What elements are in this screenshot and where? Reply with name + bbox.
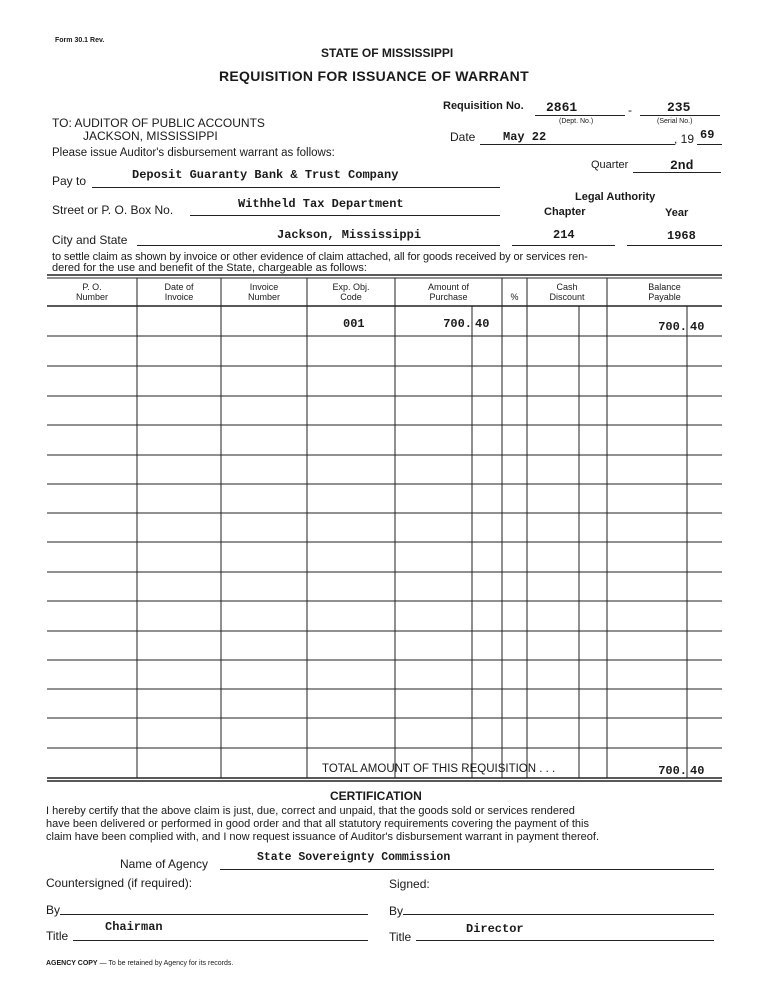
serial-number: 235 [667,100,691,115]
header-po-number: P. O. Number [75,282,108,302]
signed-by-label: By [389,904,404,918]
footer-note: AGENCY COPY — To be retained by Agency for its records. [46,960,234,967]
agency-label: Name of Agency [120,857,209,871]
legal-authority-label: Legal Authority [575,191,656,203]
date-value: May 22 [503,130,547,144]
header-date-invoice: Date of Invoice [164,282,194,302]
date-year-suffix: 69 [700,128,715,142]
signed-title-label: Title [389,930,412,944]
dept-caption: (Dept. No.) [559,118,594,125]
certification-line1: I hereby certify that the above claim is just, due, correct and unpaid, that the goods sold or services rendered [46,805,575,817]
requisition-label: Requisition No. [443,100,524,112]
pay-to-value: Deposit Guaranty Bank & Trust Company [132,168,399,182]
total-label: TOTAL AMOUNT OF THIS REQUISITION . . . [322,763,556,775]
street-label: Street or P. O. Box No. [52,203,174,217]
city-label: City and State [52,233,128,247]
serial-caption: (Serial No.) [657,118,693,125]
agency-value: State Sovereignty Commission [257,851,451,864]
form-number: Form 30.1 Rev. [55,37,105,44]
street-value: Withheld Tax Department [238,197,404,211]
requisition-dash: - [628,103,632,117]
countersign-title-value: Chairman [105,920,163,934]
countersign-title-label: Title [46,929,69,943]
year-label: Year [665,207,689,219]
chapter-label: Chapter [544,206,586,218]
countersigned-label: Countersigned (if required): [46,876,193,890]
dept-number: 2861 [546,100,578,115]
header-invoice-number: Invoice Number [247,282,280,302]
header-percent: % [510,292,519,302]
page-title: REQUISITION FOR ISSUANCE OF WARRANT [219,68,529,84]
row1-amount-whole: 700. [443,317,472,331]
city-value: Jackson, Mississippi [277,228,422,242]
state-heading: STATE OF MISSISSIPPI [321,46,454,60]
date-year-prefix: , 19 [674,132,695,146]
certification-line2: have been delivered or performed in good order and that all statutory requirements covering the payment of this [46,818,589,830]
certification-line3: claim have been complied with, and I now request issuance of Auditor's disbursement warrant in payment thereof. [46,831,600,843]
quarter-label: Quarter [591,159,629,171]
row1-amount-cents: 40 [475,317,490,331]
header-cash-discount: Cash Discount [549,282,585,302]
to-line1: TO: AUDITOR OF PUBLIC ACCOUNTS [52,116,265,130]
signed-label: Signed: [389,877,430,891]
header-amount-purchase: Amount of Purchase [427,282,470,302]
pay-to-label: Pay to [52,174,87,188]
certification-heading: CERTIFICATION [330,789,422,803]
to-line2: JACKSON, MISSISSIPPI [83,129,218,143]
row1-balance-cents: 40 [690,320,705,334]
settle-text-1: to settle claim as shown by invoice or other evidence of claim attached, all for goods received by or services ren- [52,251,588,263]
countersign-by-label: By [46,903,61,917]
header-balance-payable: Balance Payable [648,282,681,302]
row1-exp-code: 001 [343,317,365,331]
signed-title-value: Director [466,922,524,936]
year-value: 1968 [667,229,696,243]
settle-text-2: dered for the use and benefit of the State, chargeable as follows: [52,262,367,274]
please-issue: Please issue Auditor's disbursement warrant as follows: [52,147,335,159]
total-whole: 700. [658,764,687,778]
header-exp-obj-code: Exp. Obj. Code [332,282,370,302]
total-cents: 40 [690,764,705,778]
quarter-value: 2nd [670,158,694,173]
row1-balance-whole: 700. [658,320,687,334]
date-label: Date [450,130,476,144]
chapter-value: 214 [553,228,575,242]
